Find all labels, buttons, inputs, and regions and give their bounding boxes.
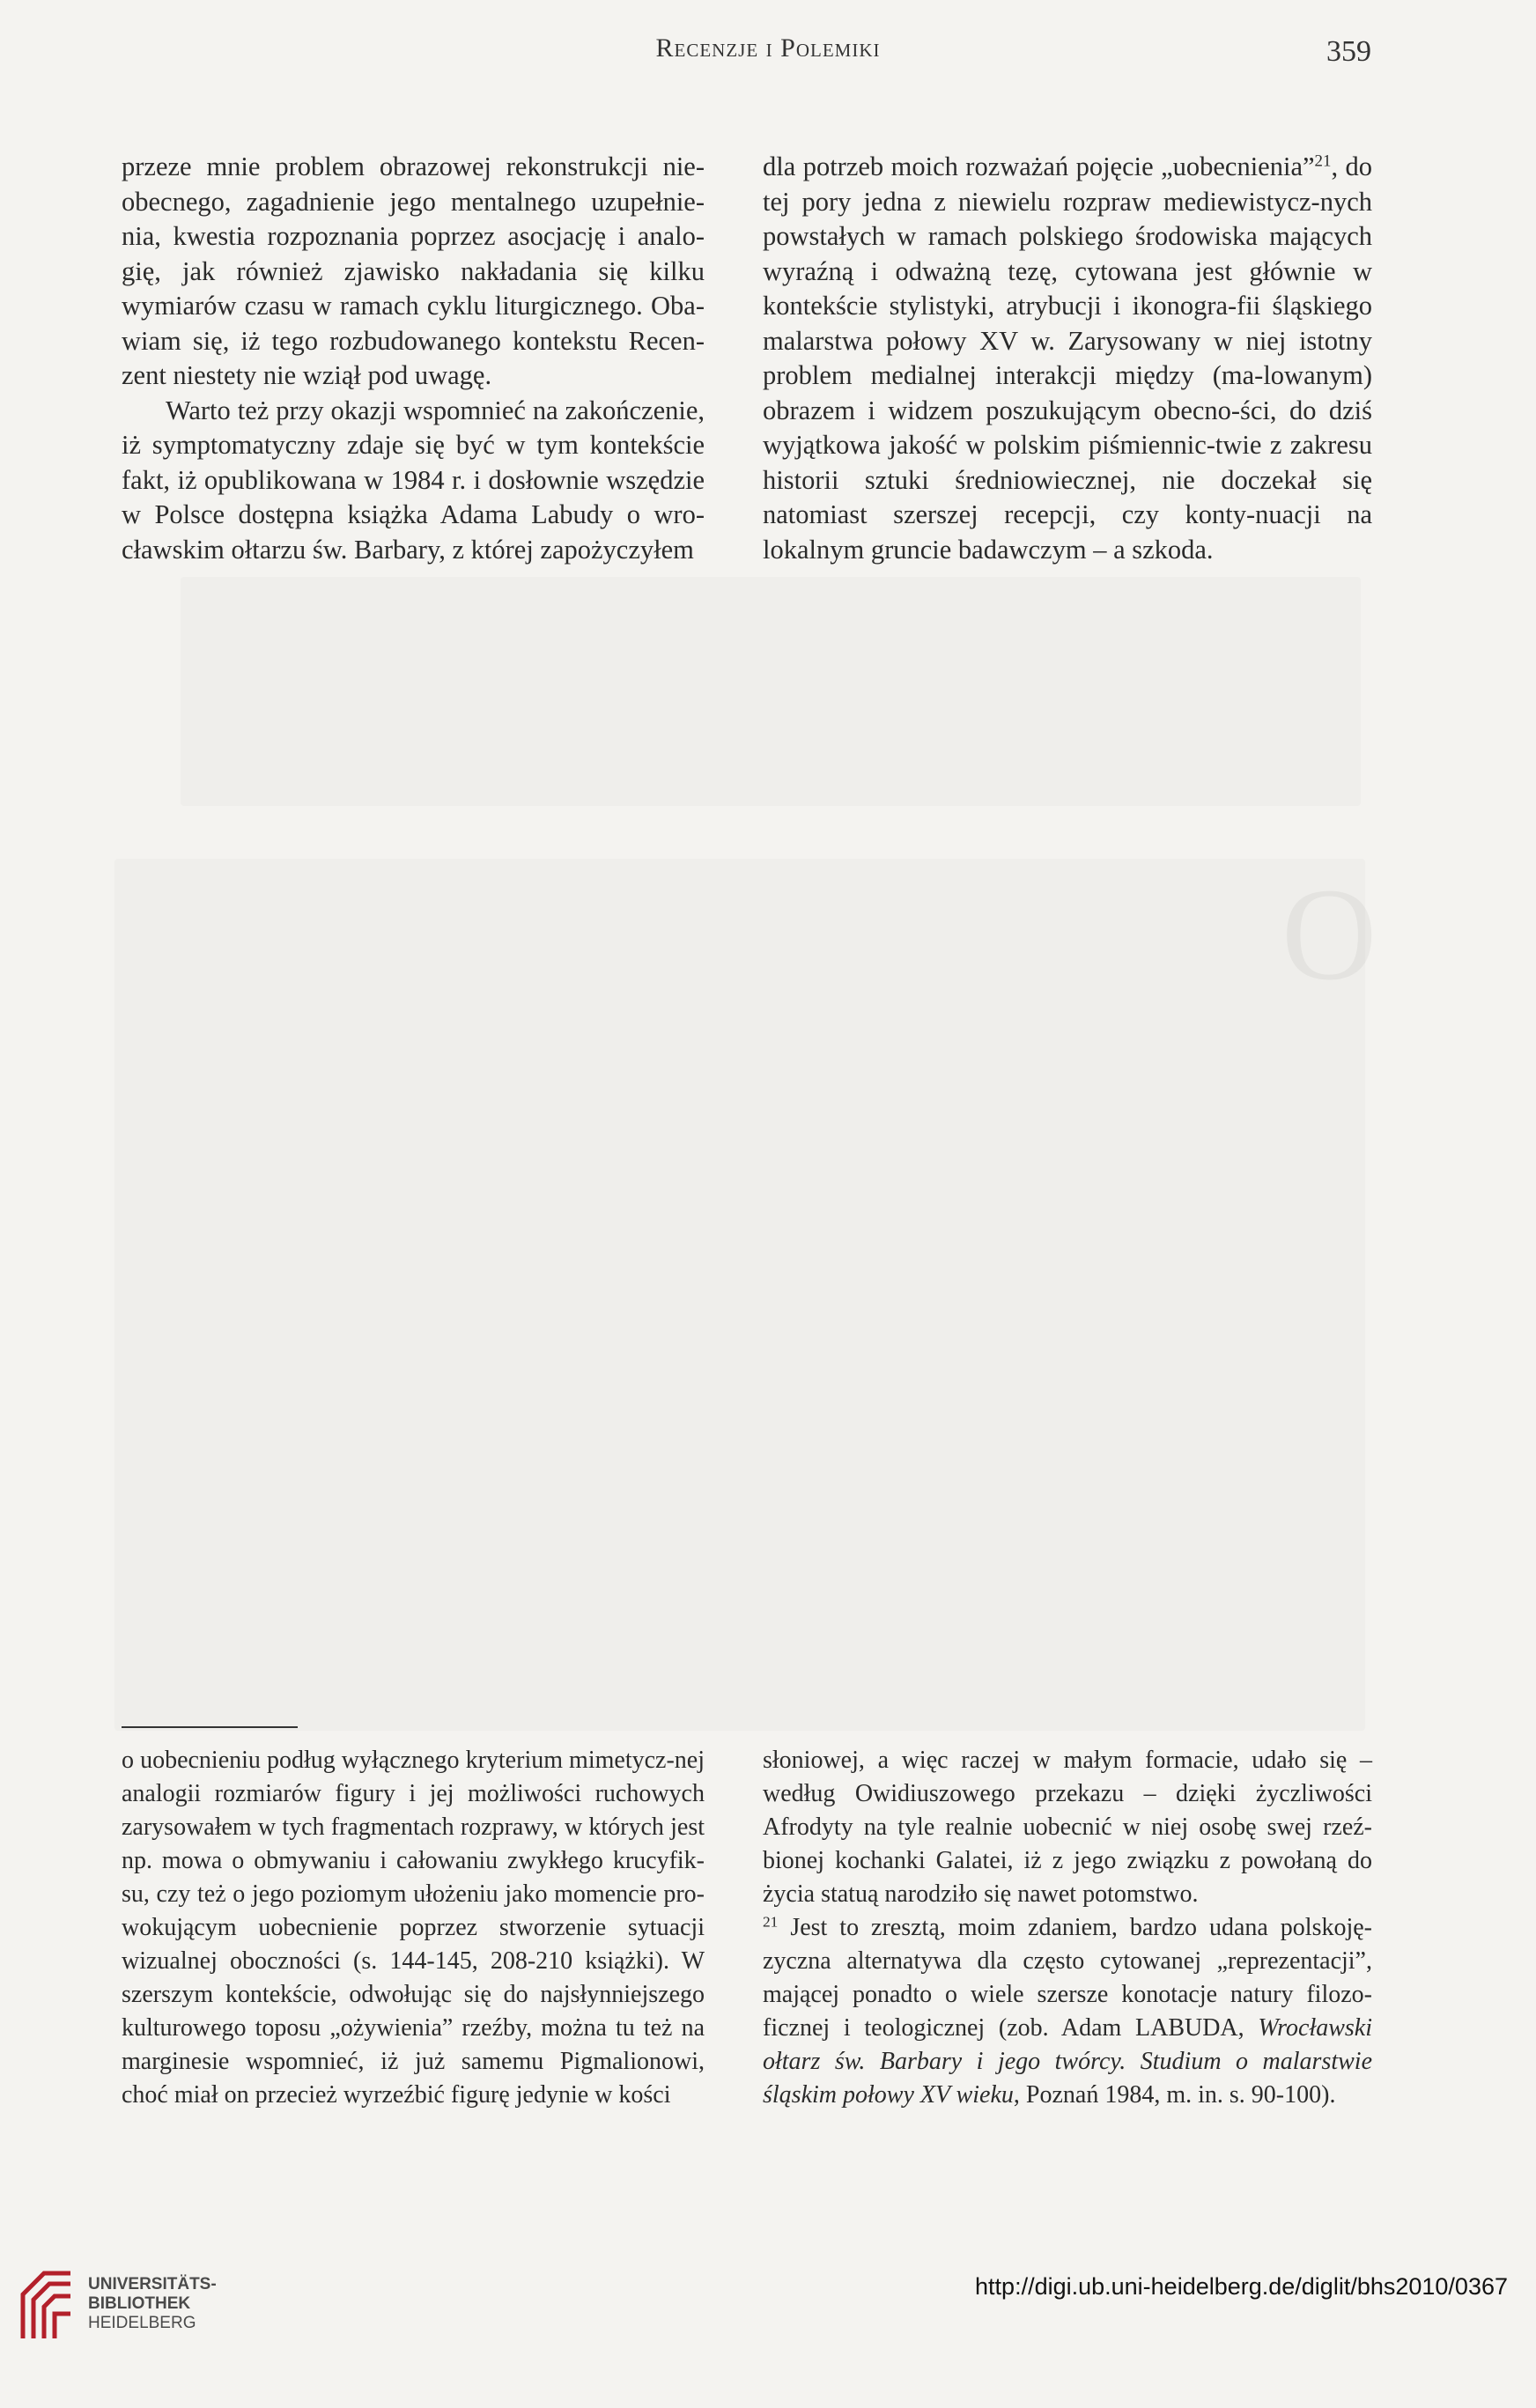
library-line: UNIVERSITÄTS-	[88, 2275, 217, 2294]
footnote-text: o uobecnieniu podług wyłącznego kryterium mimetycz-nej analogii rozmiarów figury i jej możliwości ruchowych zarysowałem w tych fragmentach rozprawy, w których jest np. mowa o obmywaniu i całowaniu zwykłego krucyfik-su, czy też o jego poziomym ułożeniu jako momencie pro-wokującym uobecnienie poprzez stworzenie sytuacji wizualnej oboczności (s. 144-145, 208-210 książki). W szerszym kontekście, odwołując się do najsłynniejszego kulturowego toposu „ożywienia” rzeźby, można tu też na marginesie wspomnieć, iż już samemu Pigmalionowi, choć miał on przecież wyrzeźbić figurę jedynie w kości	[122, 1747, 705, 2109]
paragraph-text: , do tej pory jedna z niewielu rozpraw mediewistycz-nych powstałych w ramach polskiego środowiska mających wyraźną i odważną tezę, cytowana jest głównie w kontekście stylistyki, atrybucji i ikonogra-fii śląskiego malarstwa połowy XV w. Zarysowany w niej istotny problem medialnej interakcji między (ma-lowanym) obrazem i widzem poszukującym obecno-ści, do dziś wyjątkowa jakość w polskim piśmiennic-twie z zakresu historii sztuki średniowiecznej, nie doczekał się natomiast szerszej recepcji, czy konty-nuacji na lokalnym gruncie badawczym – a szkoda.	[763, 151, 1373, 565]
footnote-book-title: Wrocławski ołtarz św. Barbary i jego twórcy. Studium o malarstwie śląskim połowy XV wieku	[763, 2014, 1372, 2109]
page-number: 359	[1326, 35, 1371, 68]
footnote-21	[763, 1911, 1372, 2112]
footnote-text: Jest to zresztą, moim zdaniem, bardzo udana polskoję-zyczna alternatywa dla często cytowanej „reprezentacji”, mającej ponadto o wiele szersze konotacje natury filozo-ficznej i teologicznej (zob. Adam LABUDA,	[763, 1914, 1372, 2042]
footnote-number: 21	[763, 1913, 779, 1931]
running-head: Recenzje i Polemiki	[655, 33, 881, 63]
digital-source-link[interactable]: http://digi.ub.uni-heidelberg.de/diglit/bhs2010/0367	[975, 2273, 1508, 2300]
bleed-through-middle	[114, 859, 1365, 1731]
footnote-text-tail: , Poznań 1984, m. in. s. 90-100).	[1013, 2081, 1336, 2109]
library-name	[88, 2275, 217, 2333]
paragraph-text: dla potrzeb moich rozważań pojęcie „uobecnienia”	[763, 151, 1315, 181]
footnote-right	[763, 1744, 1372, 2112]
paragraph: przeze mnie problem obrazowej rekonstrukcji nie-obecnego, zagadnienie jego mentalnego uzupełnie-nia, kwestia rozpoznania poprzez asocjację i analo-gię, jak również zjawisko nakładania się kilku wymiarów czasu w ramach cyklu liturgicznego. Oba-wiam się, iż tego rozbudowanego kontekstu Recen-zent niestety nie wziął pod uwagę.	[122, 151, 705, 390]
left-column	[122, 150, 705, 567]
library-line: BIBLIOTHEK	[88, 2294, 191, 2313]
footnote-reference[interactable]: 21	[1314, 151, 1332, 171]
footnote-rule	[122, 1726, 298, 1728]
paragraph: Warto też przy okazji wspomnieć na zakończenie, iż symptomatyczny zdaje się być w tym kontekście fakt, iż opublikowana w 1984 r. i dosłownie wszędzie w Polsce dostępna książka Adama Labudy o wro-cławskim ołtarzu św. Barbary, z której zapożyczyłem	[122, 395, 705, 565]
library-logo-icon[interactable]	[16, 2268, 78, 2342]
paragraph	[763, 150, 1372, 567]
right-column	[763, 150, 1372, 567]
footer	[0, 2250, 1536, 2356]
bleed-through-initial	[1281, 859, 1377, 1010]
bleed-through-top	[181, 577, 1361, 806]
footnote-continuation: słoniowej, a więc raczej w małym formacie, udało się – według Owidiuszowego przekazu – dzięki życzliwości Afrodyty na tyle realnie uobecnić w niej osobę swej rzeź-bionej kochanki Galatei, iż z jego związku z powołaną do życia statuą narodziło się nawet potomstwo.	[763, 1747, 1372, 1908]
footnote-left	[122, 1744, 705, 2112]
library-line: HEIDELBERG	[88, 2314, 196, 2332]
